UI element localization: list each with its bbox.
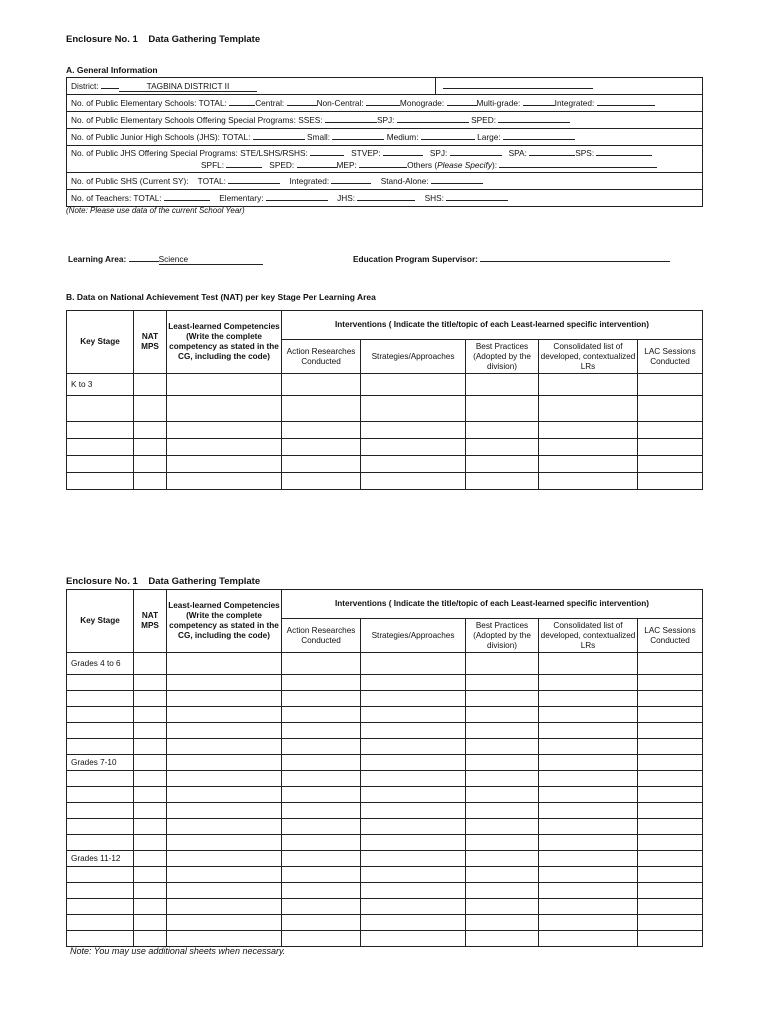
eps-input[interactable] [480, 261, 670, 262]
stage-label: K to 3 [67, 374, 134, 396]
eps-line: Education Program Supervisor: [353, 254, 670, 264]
col-key-stage: Key Stage [67, 311, 134, 374]
stage-label: Grades 7-10 [67, 755, 134, 771]
enclosure-header [66, 34, 260, 45]
col-nat-mps: NAT MPS [134, 311, 167, 374]
district-value: TAGBINA DISTRICT II [119, 81, 257, 92]
enclosure-label: Enclosure No. 1 [66, 34, 138, 45]
enclosure-header-2: Enclosure No. 1 Data Gathering Template [66, 576, 261, 587]
elem-special-row[interactable]: No. of Public Elementary Schools Offering Special Programs: SSES: SPJ: SPED: [67, 112, 703, 129]
footer-note: Note: You may use additional sheets when necessary. [70, 946, 286, 956]
col-strategies: Strategies/Approaches [361, 340, 466, 374]
col-lac: LAC Sessions Conducted [638, 340, 703, 374]
learning-area: Learning Area: Science [68, 254, 263, 265]
col-consolidated: Consolidated list of developed, contextualized LRs [539, 340, 638, 374]
district-extra-cell[interactable] [436, 78, 703, 95]
stage-label: Grades 4 to 6 [67, 653, 134, 675]
learning-area-value[interactable]: Science [159, 254, 263, 265]
enclosure-title: Data Gathering Template [148, 34, 261, 45]
nat-table-1 [66, 310, 703, 490]
general-info-table [66, 77, 703, 207]
jhs-special-row[interactable]: No. of Public JHS Offering Special Programs: STE/LSHS/RSHS: STVEP: SPJ: SPA: SPS: SPFL: SPED: MEP: Others (Please Specify): [67, 146, 703, 173]
nat-table-2: Key Stage NAT MPS Least-learned Competencies (Write the complete competency as stated in the CG, including the code) Interventions ( Indicate the title/topic of each Least-learned specific intervention) Action Researches Conducted Strategies/Approaches Best Practices (Adopted by the division) Consolidated list of developed, contextualized LRs LAC Sessions Conducted Grades 4 to 6 Grades 7-10 Grades 11-12 [66, 589, 703, 947]
district-cell[interactable]: District: TAGBINA DISTRICT II [67, 78, 436, 95]
col-interventions: Interventions ( Indicate the title/topic of each Least-learned specific intervention) [282, 311, 703, 340]
elem-schools-row[interactable]: No. of Public Elementary Schools: TOTAL: Central: Non-Central: Monograde: Multi-grade: Integrated: [67, 95, 703, 112]
jhs-row[interactable]: No. of Public Junior High Schools (JHS): TOTAL: Small: Medium: Large: [67, 129, 703, 146]
col-least-learned: Least-learned Competencies (Write the complete competency as stated in the CG, including the code) [167, 311, 282, 374]
stage-label: Grades 11-12 [67, 851, 134, 867]
col-best: Best Practices (Adopted by the division) [466, 340, 539, 374]
teachers-row[interactable]: No. of Teachers: TOTAL: Elementary: JHS: SHS: [67, 190, 703, 207]
general-note: (Note: Please use data of the current School Year) [66, 206, 245, 215]
shs-row[interactable]: No. of Public SHS (Current SY): TOTAL: Integrated: Stand-Alone: [67, 173, 703, 190]
general-info-heading: A. General Information [66, 65, 158, 75]
col-action: Action Researches Conducted [282, 340, 361, 374]
section-b-heading: B. Data on National Achievement Test (NAT) per key Stage Per Learning Area [66, 292, 376, 302]
